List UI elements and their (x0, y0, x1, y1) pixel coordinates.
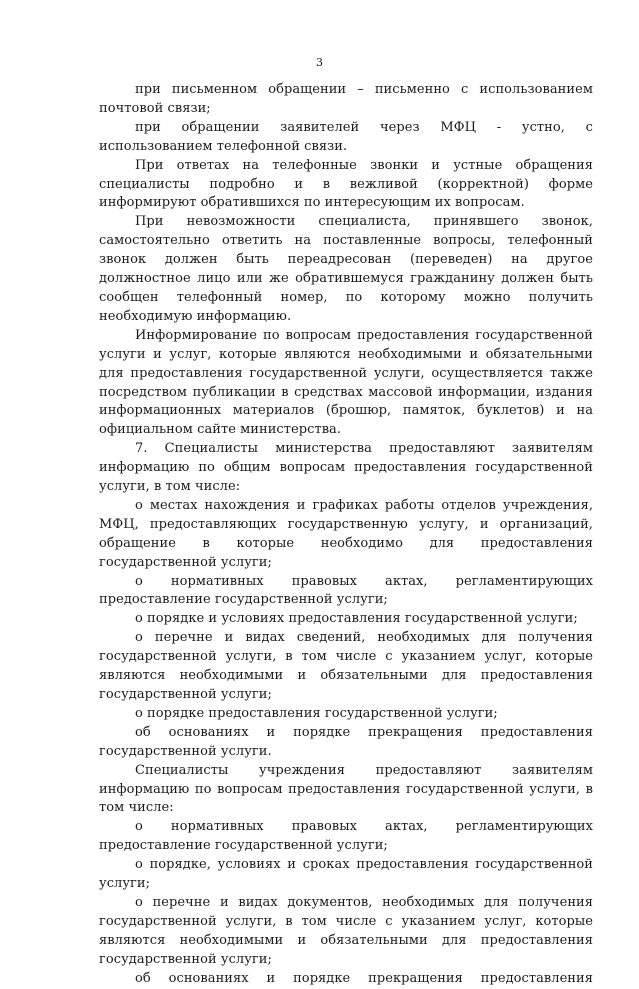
paragraph: о порядке и условиях предоставления государственной услуги; (135, 611, 578, 627)
paragraph: о перечне и видах документов, необходимых для получения государственной услуги, в том числе с указанием услуг, которые являются необходимыми и обязательными для предоставления государственной услуги; (99, 894, 593, 967)
paragraph: об основаниях и порядке прекращения предоставления государственной услуги. (99, 724, 593, 759)
paragraph: о порядке, условиях и сроках предоставления государственной услуги; (99, 857, 593, 892)
paragraph: о перечне и видах сведений, необходимых для получения государственной услуги, в том числе с указанием услуг, которые являются необходимыми и обязательными для предоставления государственной услуги; (99, 630, 593, 702)
paragraph-continued: об основаниях и порядке прекращения предоставления (135, 970, 593, 986)
paragraph: Информирование по вопросам предоставления государственной услуги и услуг, которые являются необходимыми и обязательными для предоставления государственной услуги, осуществляется также посредством публикации в средствах массовой информации, издания информационных материалов (брошюр, памяток, буклетов) и на официальном сайте министерства. (99, 327, 593, 438)
paragraph: при обращении заявителей через МФЦ - устно, с использованием телефонной связи. (99, 119, 593, 154)
paragraph: о местах нахождения и графиках работы отделов учреждения, МФЦ, предоставляющих государственную услугу, и организаций, обращение в которые необходимо для предоставления государственной услуги; (99, 497, 593, 570)
paragraph: о нормативных правовых актах, регламентирующих предоставление государственной услуги; (99, 819, 593, 854)
paragraph: Специалисты учреждения предоставляют заявителям информацию по вопросам предоставления государственной услуги, в том числе: (99, 762, 593, 816)
paragraph: При невозможности специалиста, принявшего звонок, самостоятельно ответить на поставленные вопросы, телефонный звонок должен быть переадресован (переведен) на другое должностное лицо или же обратившемуся гражданину должен быть сообщен телефонный номер, по которому можно получить необходимую информацию. (99, 214, 593, 324)
paragraph: 7. Специалисты министерства предоставляют заявителям информацию по общим вопросам предоставления государственной услуги, в том числе: (99, 441, 593, 495)
page-number: 3 (316, 56, 323, 69)
paragraph: при письменном обращении – письменно с использованием почтовой связи; (99, 82, 593, 116)
paragraph: При ответах на телефонные звонки и устные обращения специалисты подробно и в вежливой (корректной) форме информируют обратившихся по интересующим их вопросам. (99, 157, 593, 211)
paragraph: о порядке предоставления государственной услуги; (135, 705, 498, 721)
paragraph: о нормативных правовых актах, регламентирующих предоставление государственной услуги; (99, 573, 593, 608)
document-body (99, 81, 593, 989)
